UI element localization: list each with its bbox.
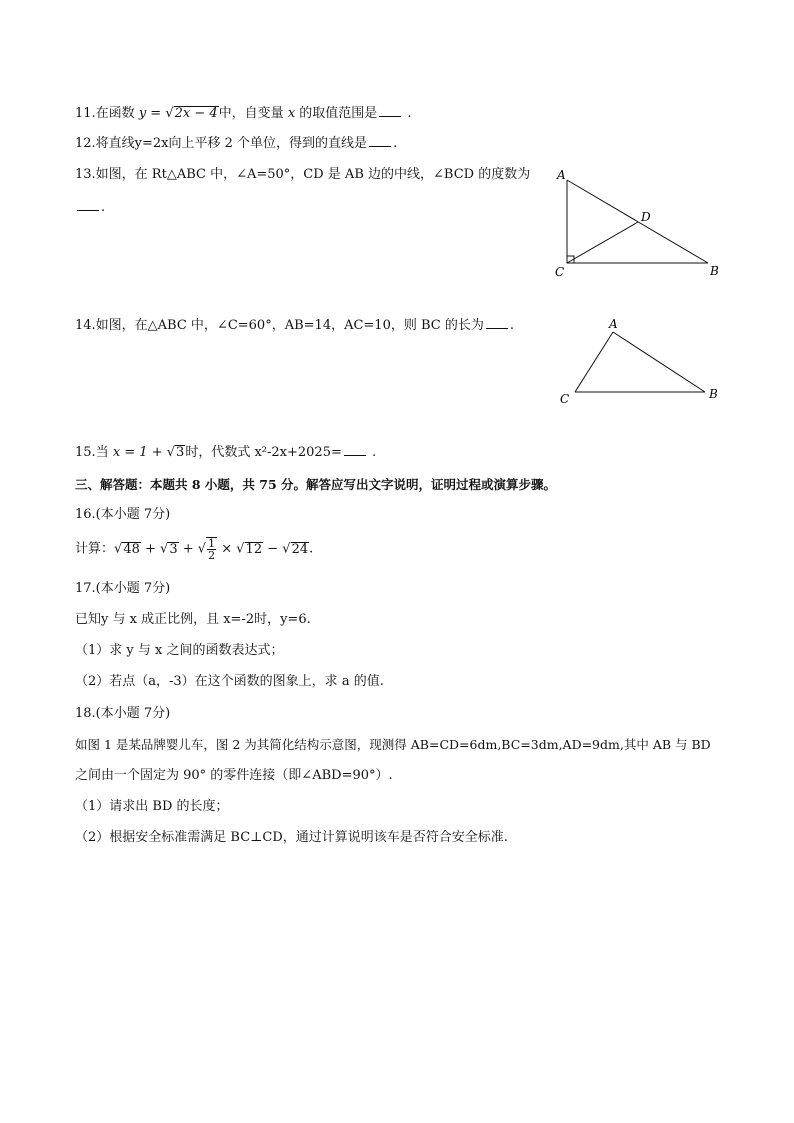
q12-end: . [393,136,398,151]
median-cd [567,222,638,263]
figure-13-triangle [548,165,728,280]
label-b: B [710,264,719,278]
sqrt-sign: √ [160,541,169,557]
edge-ca [575,332,613,392]
label-d: D [641,210,651,224]
times: × [217,541,237,557]
sqrt-sign: √ [114,541,123,557]
q11-eq: = [146,106,166,121]
answer-blank [486,316,508,329]
fraction-half [206,537,217,561]
frac-num: 1 [208,537,216,550]
edge-ab [613,332,705,392]
sqrt-sign: √ [236,541,245,557]
q18-sub1: （1）请求出 BD 的长度； [75,799,229,814]
radical-24: 24 [291,541,309,557]
section-3-heading: 三、解答题：本题共 8 小题，共 75 分。解答应写出文字说明，证明过程或演算步骤。 [75,477,557,492]
q18-line1: 如图 1 是某品牌婴儿车，图 2 为其简化结构示意图，现测得 AB=CD=6dm,BC=3dm,AD=9dm,其中 AB 与 BD [75,737,711,752]
radical-3: 3 [169,541,178,557]
question-15 [75,443,376,462]
q11-func-y: y [138,106,147,121]
q11-radicand: 2x − 4 [174,106,218,121]
figure-14-triangle [555,315,730,410]
q17-sub2: （2）若点（a，-3）在这个函数的图象上，求 a 的值. [75,674,384,689]
label-a: A [557,168,566,182]
plus: + [140,541,161,557]
q16-expression [75,537,313,562]
q14-end: . [509,318,514,333]
frac-den: 2 [208,549,216,562]
period: . [309,541,314,557]
q12-text: 12.将直线y=2x向上平移 2 个单位，得到的直线是 [75,136,368,151]
radical-12: 12 [245,541,263,557]
question-13 [75,166,530,184]
question-13-cont [75,198,105,217]
sqrt-sign: √ [197,541,207,557]
q15-mid: 时，代数式 x²-2x+2025= [185,445,342,460]
label-c: C [555,265,565,279]
q17-sub1: （1）求 y 与 x 之间的函数表达式； [75,643,284,658]
q11-var: x [287,106,296,121]
q13-end: . [101,200,106,215]
q11-prefix: 11.在函数 [75,106,139,121]
answer-blank [344,443,366,456]
question-12 [75,134,397,153]
q15-prefix: 15.当 [75,445,113,460]
question-11 [75,104,412,123]
label-a: A [609,317,618,331]
q16-calc: 计算： [75,541,115,557]
minus: − [263,541,283,557]
q14-text: 14.如图，在△ABC 中，∠C=60°，AB=14，AC=10，则 BC 的长为 [75,318,484,333]
q15-radicand: 3 [176,445,185,460]
q17-head: 17.(本小题 7分) [75,581,171,596]
label-c: C [560,392,570,406]
answer-blank [379,104,401,117]
q15-end: . [367,445,377,460]
q13-line1: 13.如图，在 Rt△ABC 中，∠A=50°，CD 是 AB 边的中线，∠BCD 的度数为 [75,167,531,182]
sqrt-sign: √ [165,106,174,121]
label-b: B [709,387,718,401]
answer-blank [369,134,391,147]
q18-sub2: （2）根据安全标准需满足 BC⊥CD，通过计算说明该车是否符合安全标准. [75,830,508,845]
sqrt-sign: √ [282,541,291,557]
q15-xeq: x = 1 + [112,445,167,460]
q11-tail: 的取值范围是 [295,106,378,121]
q18-line2: 之间由一个固定为 90° 的零件连接（即∠ABD=90°）. [75,768,393,783]
answer-blank [77,198,99,211]
sqrt-sign: √ [166,445,176,460]
q16-head: 16.(本小题 7分) [75,507,171,522]
q11-end: . [403,106,412,121]
plus: + [178,541,198,557]
q17-line1: 已知y 与 x 成正比例，且 x=-2时，y=6. [75,612,311,627]
q11-suffix: 中，自变量 [218,106,288,121]
question-14 [75,316,514,335]
radical-48: 48 [123,541,140,557]
q18-head: 18.(本小题 7分) [75,706,171,721]
